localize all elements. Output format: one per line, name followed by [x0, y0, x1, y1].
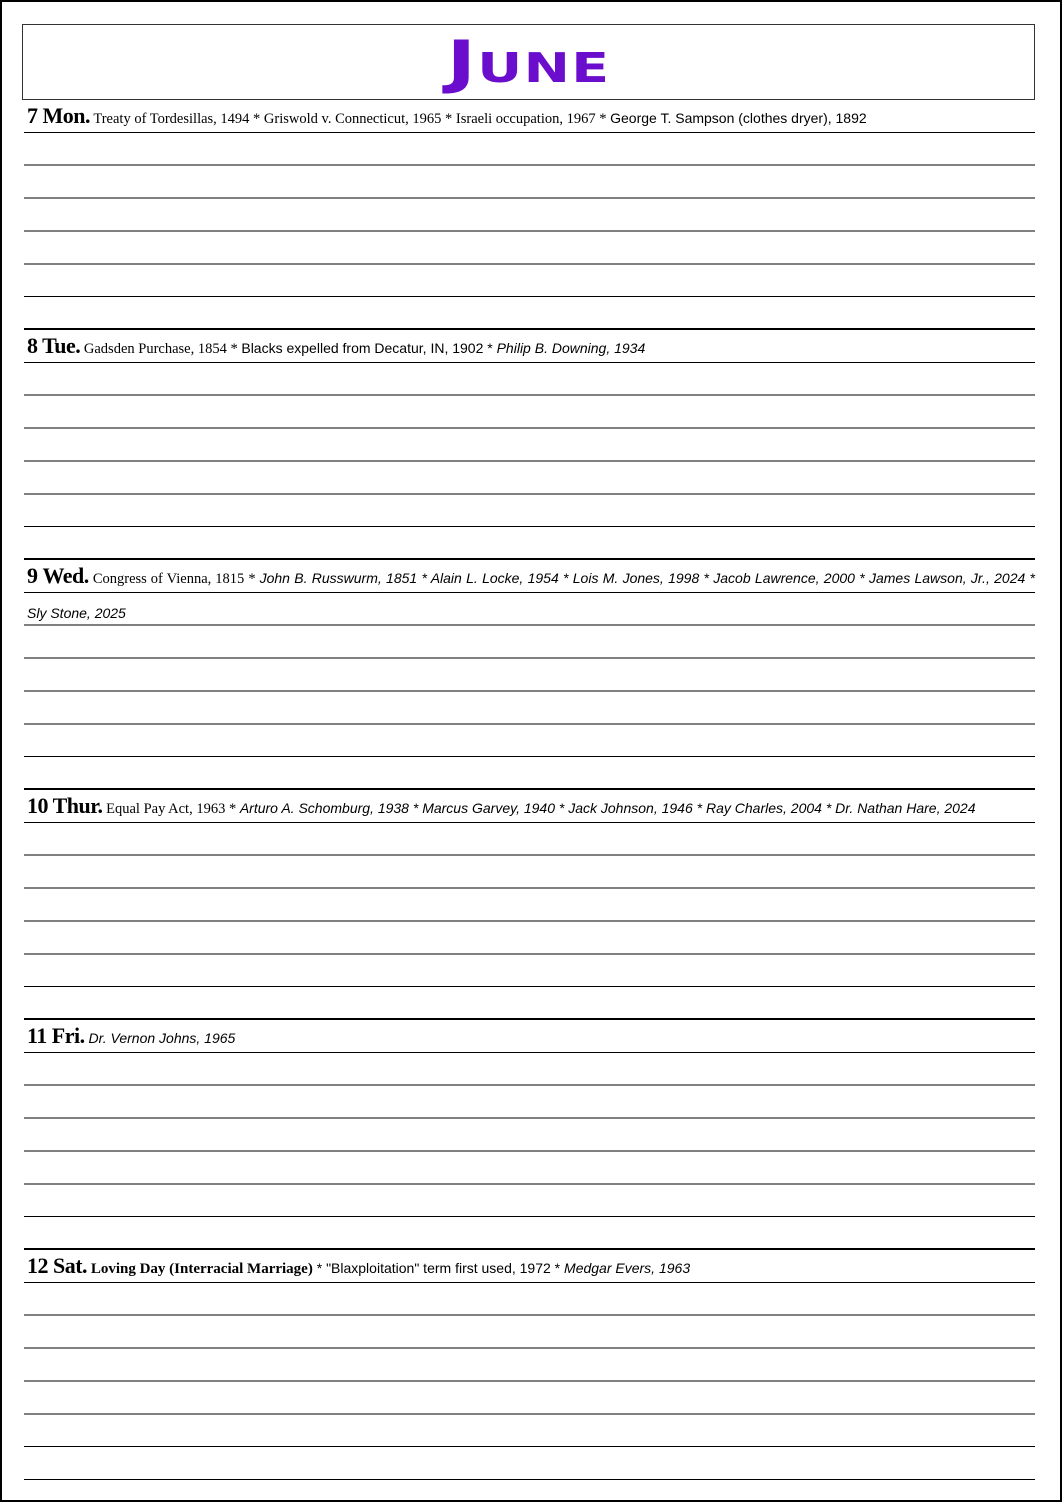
- event-text: Loving Day (Interracial Marriage): [87, 1261, 313, 1277]
- day-sections: [24, 100, 1035, 1480]
- day-section[interactable]: [24, 330, 1035, 560]
- day-section[interactable]: [24, 1020, 1035, 1250]
- event-text: Treaty of Tordesillas, 1494 * Griswold v. Connecticut, 1965 * Israeli occupation, 1967 *: [90, 111, 611, 127]
- event-text: John B. Russwurm, 1851 * Alain L. Locke, 1954 * Lois M. Jones, 1998 * Jacob Lawrence, 2000 * James Lawson, Jr., 2024 * Sly Stone, 2025: [27, 570, 1035, 621]
- day-section[interactable]: [24, 100, 1035, 330]
- day-entry-text: [27, 1020, 1035, 1057]
- day-label: 8 Tue.: [27, 333, 81, 358]
- day-section[interactable]: [24, 790, 1035, 1020]
- day-label: 12 Sat.: [27, 1253, 88, 1278]
- event-text: Congress of Vienna, 1815 *: [88, 571, 260, 587]
- day-entry-text: [27, 560, 1035, 632]
- day-entry-text: [27, 790, 1035, 827]
- event-text: Medgar Evers, 1963: [564, 1260, 691, 1276]
- day-label: 7 Mon.: [27, 103, 90, 128]
- day-label: 9 Wed.: [27, 563, 89, 588]
- event-text: George T. Sampson (clothes dryer), 1892: [610, 110, 867, 126]
- month-title: June: [446, 28, 611, 96]
- event-text: Philip B. Downing, 1934: [496, 340, 646, 356]
- day-entry-text: [27, 1250, 1035, 1287]
- event-text: Gadsden Purchase, 1854 *: [80, 341, 242, 357]
- day-label: 11 Fri.: [27, 1023, 85, 1048]
- event-text: Blacks expelled from Decatur, IN, 1902 *: [241, 340, 497, 356]
- event-text: Equal Pay Act, 1963 *: [102, 801, 240, 817]
- day-section[interactable]: [24, 560, 1035, 790]
- event-text: * "Blaxploitation" term first used, 1972 *: [312, 1260, 565, 1276]
- day-label: 10 Thur.: [27, 793, 103, 818]
- month-header: [22, 24, 1035, 100]
- event-text: Arturo A. Schomburg, 1938 * Marcus Garvey, 1940 * Jack Johnson, 1946 * Ray Charles, 2004 * Dr. Nathan Hare, 2024: [239, 800, 976, 816]
- event-text: Dr. Vernon Johns, 1965: [84, 1030, 236, 1046]
- day-entry-text: [27, 330, 1035, 367]
- day-section[interactable]: [24, 1250, 1035, 1480]
- day-entry-text: [27, 100, 1035, 137]
